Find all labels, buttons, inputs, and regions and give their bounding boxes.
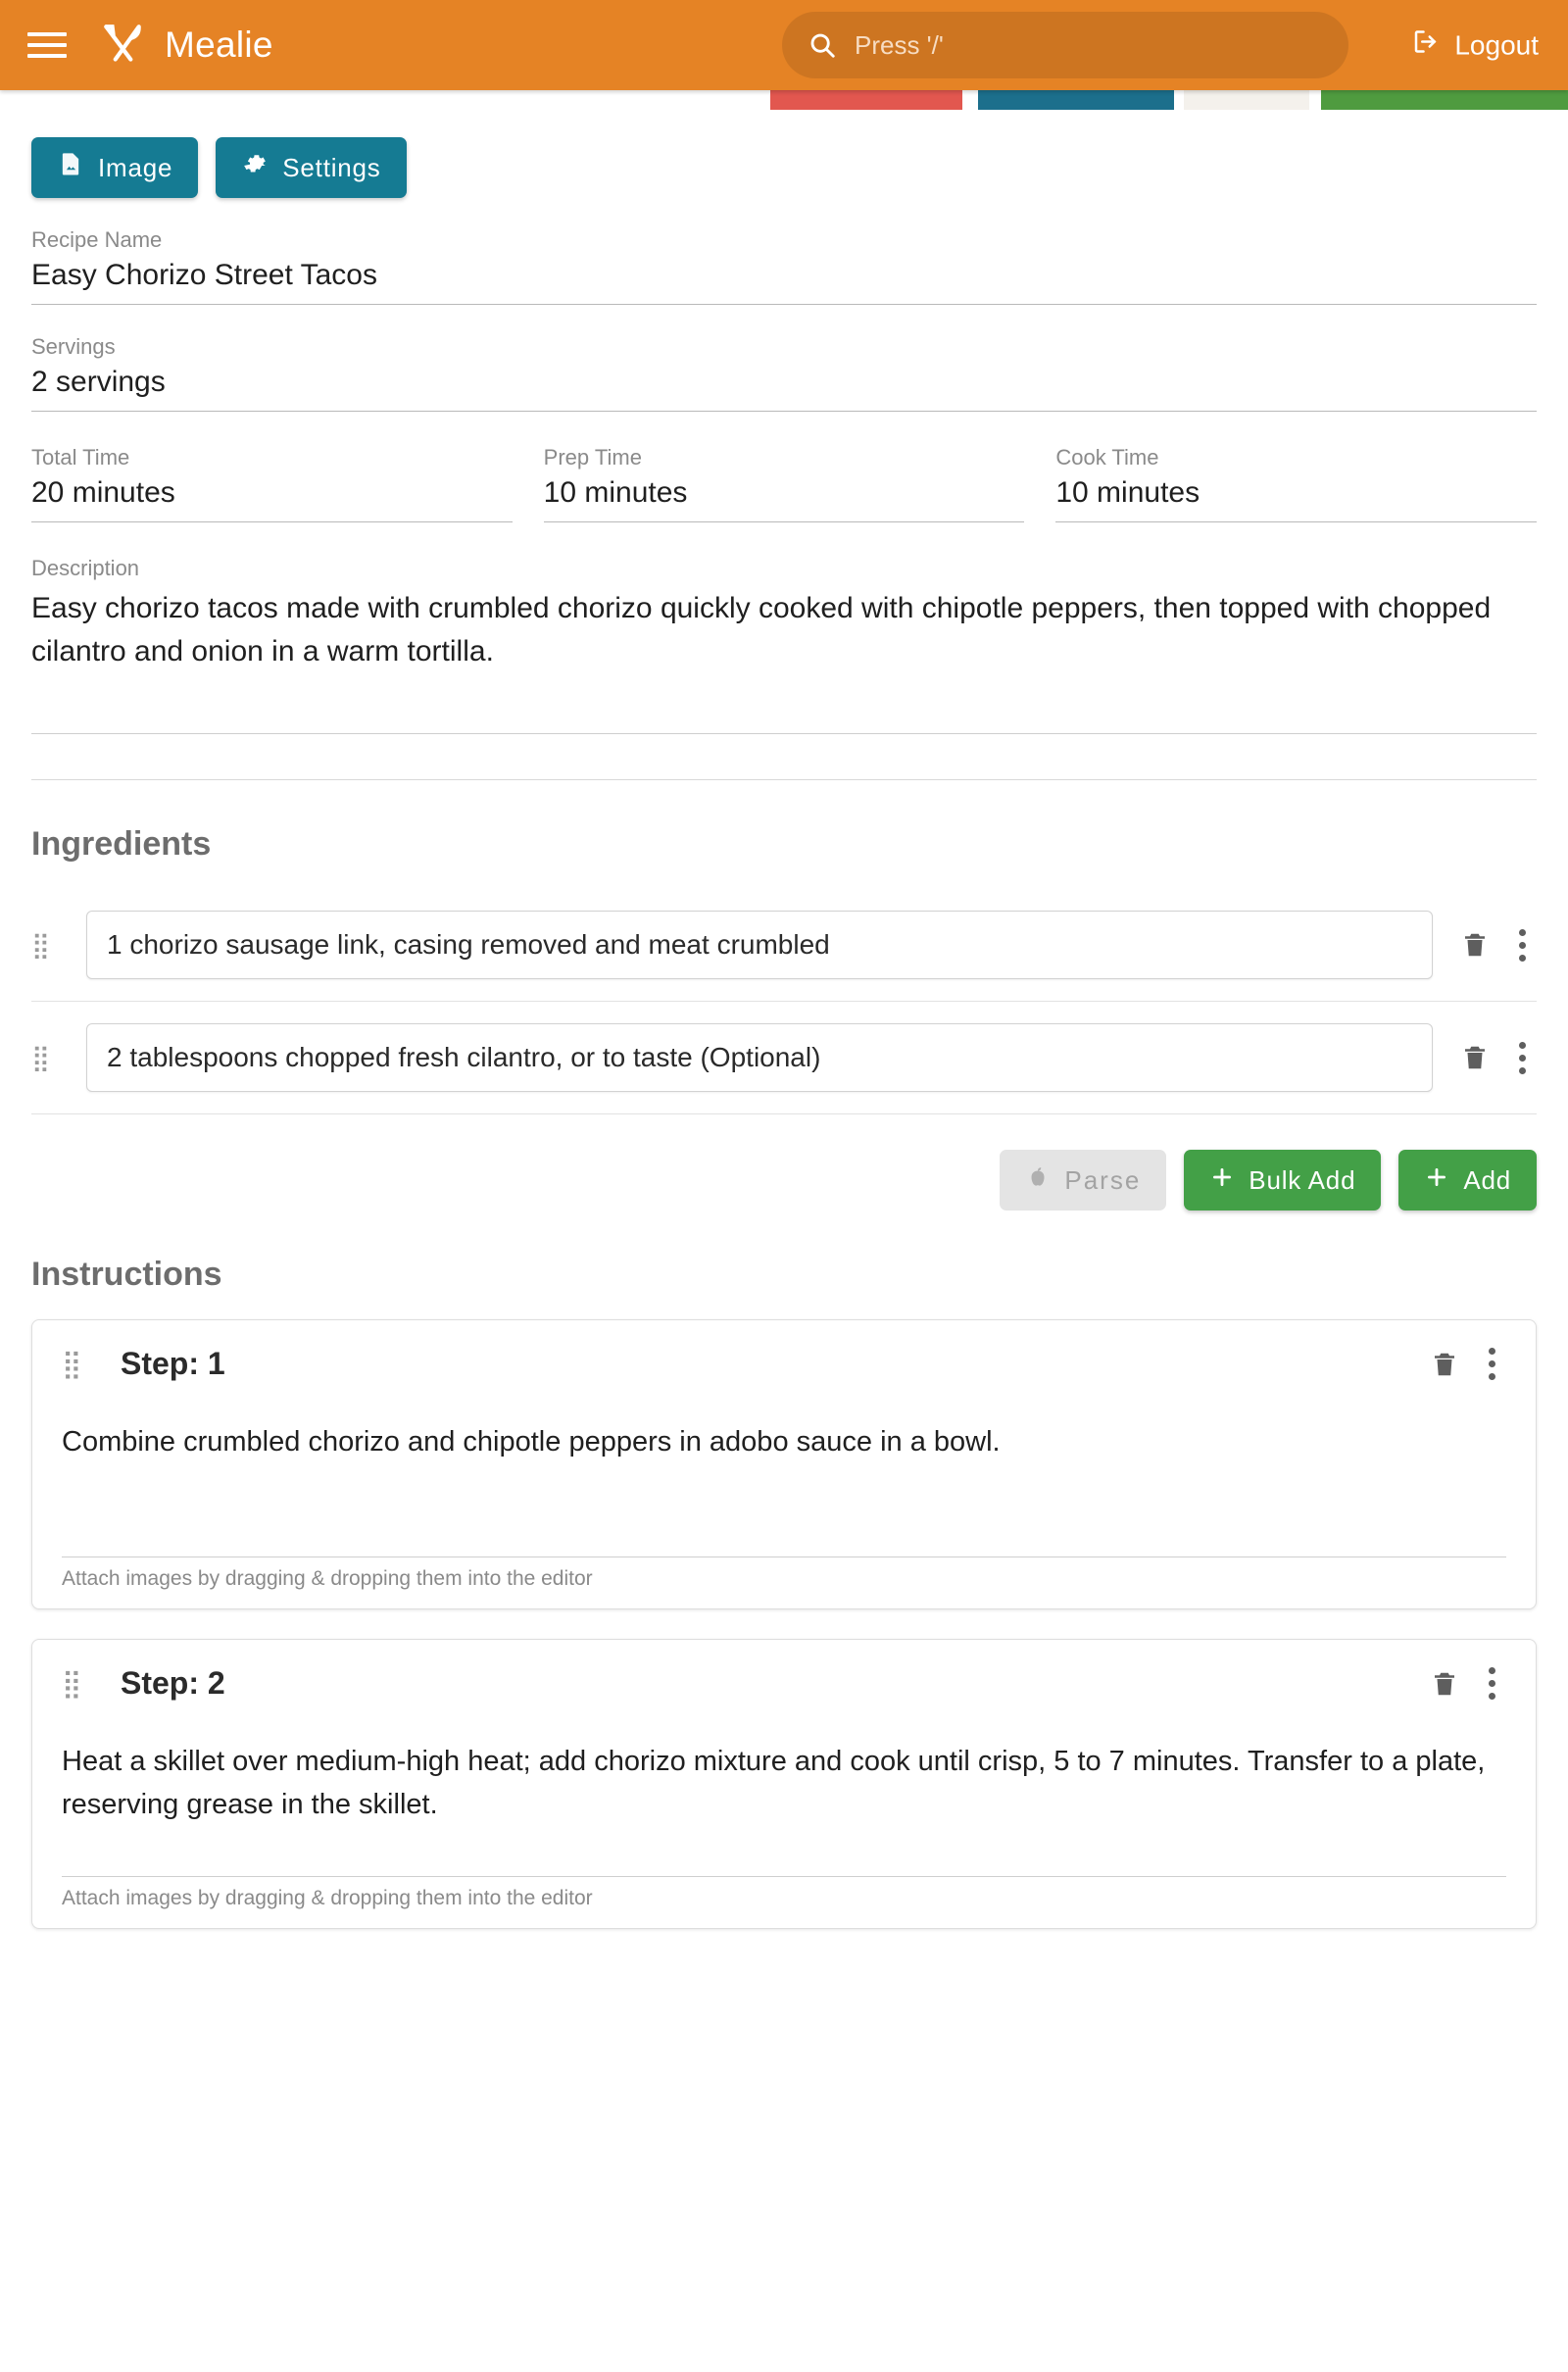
logout-button[interactable]	[1411, 27, 1539, 64]
hamburger-menu-icon[interactable]	[27, 24, 71, 67]
drag-handle-icon[interactable]: ⣿	[31, 1043, 52, 1072]
settings-button[interactable]	[216, 137, 406, 198]
logout-icon	[1411, 27, 1441, 64]
ingredient-row	[31, 889, 1537, 1002]
drag-handle-icon[interactable]: ⣿	[31, 930, 52, 960]
cook-time-field[interactable]	[1055, 445, 1537, 522]
bulk-add-button[interactable]	[1184, 1150, 1381, 1211]
instruction-attach-hint: Attach images by dragging & dropping them into the editor	[62, 1557, 1506, 1591]
ingredient-row	[31, 1002, 1537, 1114]
bulk-add-button-label: Bulk Add	[1249, 1164, 1356, 1195]
image-button-label: Image	[98, 152, 173, 182]
image-button[interactable]	[31, 137, 198, 198]
instruction-step-header	[62, 1665, 1506, 1702]
ingredient-row-actions	[1460, 1042, 1527, 1074]
description-field[interactable]	[31, 556, 1537, 734]
instruction-step-text[interactable]: Heat a skillet over medium-high heat; add chorizo mixture and cook until crisp, 5 to 7 minutes. Transfer to a plate, reserving grease in the skillet.	[62, 1746, 1486, 1820]
search-icon	[808, 30, 837, 60]
instruction-step-header	[62, 1346, 1506, 1382]
editor-content	[0, 110, 1568, 1929]
logout-label: Logout	[1454, 29, 1539, 60]
ingredient-row-actions	[1460, 929, 1527, 962]
instruction-step-card	[31, 1639, 1537, 1929]
instruction-step-title[interactable]: Step: 1	[121, 1346, 225, 1381]
description-label: Description	[31, 556, 140, 580]
total-time-value[interactable]: 20 minutes	[31, 476, 513, 522]
parse-button[interactable]	[1000, 1150, 1166, 1211]
more-vertical-icon[interactable]	[1487, 1667, 1496, 1700]
trash-icon[interactable]	[1460, 929, 1490, 961]
more-vertical-icon[interactable]	[1517, 1042, 1527, 1074]
settings-button-label: Settings	[282, 152, 381, 182]
more-vertical-icon[interactable]	[1517, 929, 1527, 962]
ingredient-action-buttons	[31, 1150, 1537, 1211]
fork-knife-logo-icon	[96, 19, 149, 72]
plus-icon	[1424, 1164, 1449, 1197]
section-divider	[31, 779, 1537, 780]
drag-handle-icon[interactable]: ⣿	[62, 1667, 83, 1699]
parse-button-label: Parse	[1064, 1164, 1142, 1195]
image-file-icon	[57, 151, 84, 185]
instruction-step-title[interactable]: Step: 2	[121, 1665, 225, 1701]
ingredient-input[interactable]	[86, 911, 1433, 979]
trash-icon[interactable]	[1430, 1349, 1459, 1380]
instruction-row-actions	[1430, 1348, 1496, 1380]
prep-time-field[interactable]	[544, 445, 1025, 522]
trash-icon[interactable]	[1430, 1668, 1459, 1700]
recipe-name-label: Recipe Name	[31, 227, 163, 252]
gear-icon	[241, 151, 269, 185]
instruction-step-text[interactable]: Combine crumbled chorizo and chipotle peppers in adobo sauce in a bowl.	[62, 1426, 1001, 1458]
editor-toolbar	[31, 110, 1537, 198]
time-fields-row	[31, 445, 1537, 522]
servings-value[interactable]: 2 servings	[31, 366, 1537, 412]
search-input[interactable]	[853, 29, 1323, 62]
add-ingredient-button-label: Add	[1463, 1164, 1511, 1195]
instruction-step-card	[31, 1319, 1537, 1609]
add-ingredient-button[interactable]	[1398, 1150, 1537, 1211]
recipe-name-value[interactable]: Easy Chorizo Street Tacos	[31, 259, 1537, 305]
hero-image-strip	[0, 90, 1568, 110]
plus-icon	[1209, 1164, 1235, 1197]
prep-time-value[interactable]: 10 minutes	[544, 476, 1025, 522]
drag-handle-icon[interactable]: ⣿	[62, 1348, 83, 1379]
servings-field[interactable]	[31, 334, 1537, 412]
instructions-heading: Instructions	[31, 1256, 222, 1293]
search-box[interactable]	[782, 12, 1348, 78]
recipe-name-field[interactable]	[31, 227, 1537, 305]
ingredients-heading: Ingredients	[31, 825, 212, 863]
total-time-field[interactable]	[31, 445, 513, 522]
total-time-label: Total Time	[31, 445, 130, 469]
description-value[interactable]: Easy chorizo tacos made with crumbled chorizo quickly cooked with chipotle peppers, then topped with chopped cilantro and onion in a warm tortilla.	[31, 587, 1537, 734]
trash-icon[interactable]	[1460, 1042, 1490, 1073]
app-bar	[0, 0, 1568, 90]
ingredient-input[interactable]	[86, 1023, 1433, 1092]
prep-time-label: Prep Time	[543, 445, 642, 469]
instruction-row-actions	[1430, 1667, 1496, 1700]
cook-time-value[interactable]: 10 minutes	[1055, 476, 1537, 522]
instruction-attach-hint: Attach images by dragging & dropping them into the editor	[62, 1876, 1506, 1910]
brand-title: Mealie	[165, 25, 273, 65]
servings-label: Servings	[31, 334, 116, 359]
more-vertical-icon[interactable]	[1487, 1348, 1496, 1380]
cook-time-label: Cook Time	[1055, 445, 1159, 469]
food-apple-icon	[1025, 1164, 1051, 1197]
